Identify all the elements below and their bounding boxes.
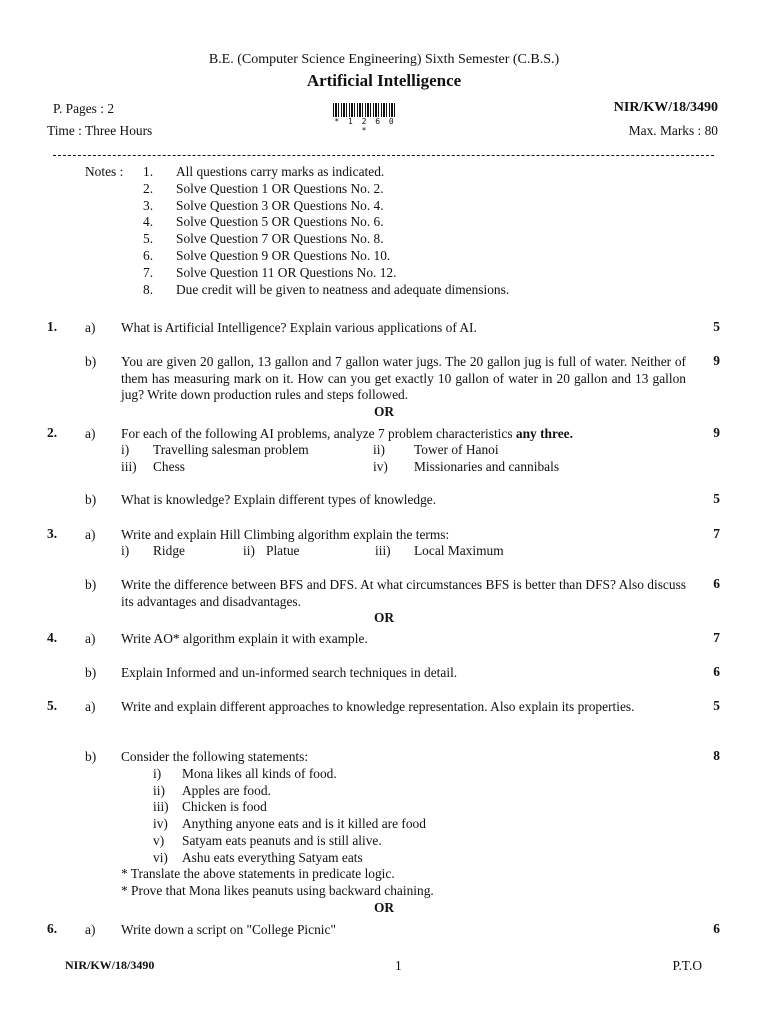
notes-label: Notes : <box>85 164 124 179</box>
question-4b-text: Explain Informed and un-informed search techniques in detail. <box>121 665 458 680</box>
part-label: a) <box>85 699 96 714</box>
note-number: 5. <box>143 231 154 247</box>
question-3b-text: Write the difference between BFS and DFS. At what circumstances BFS is better than DFS? Also discuss its advantages and disadvantages. <box>121 577 686 609</box>
statement-text: Ashu eats everything Satyam eats <box>182 849 363 865</box>
term-text: Platue <box>266 543 300 558</box>
term-text: Local Maximum <box>414 543 504 558</box>
barcode-number: * 1 2 6 0 * <box>334 117 396 135</box>
max-marks: Max. Marks : 80 <box>628 123 718 138</box>
note-text: Solve Question 5 OR Questions No. 6. <box>176 214 384 230</box>
footer-code: NIR/KW/18/3490 <box>65 958 155 972</box>
page-count: P. Pages : 2 <box>53 101 115 116</box>
or-separator: OR <box>373 610 395 625</box>
course-title: B.E. (Computer Science Engineering) Sixth Semester (C.B.S.) <box>208 52 560 67</box>
note-number: 7. <box>143 264 154 280</box>
note-text: Solve Question 11 OR Questions No. 12. <box>176 264 397 280</box>
question-4a-text: Write AO* algorithm explain it with example. <box>121 631 368 646</box>
question-3a-marks: 7 <box>713 526 720 541</box>
question-number-5: 5. <box>47 698 58 713</box>
note-text: Due credit will be given to neatness and adequate dimensions. <box>176 281 510 297</box>
question-3b-marks: 6 <box>713 576 720 591</box>
statement-text: Apples are food. <box>182 782 271 798</box>
statement-number: v) <box>153 832 165 848</box>
question-1b-marks: 9 <box>713 353 720 368</box>
pto-label: P.T.O <box>672 958 702 973</box>
task-text: * Prove that Mona likes peanuts using backward chaining. <box>121 883 434 898</box>
barcode-bars <box>333 103 397 117</box>
statement-text: Chicken is food <box>182 799 267 815</box>
statement-number: ii) <box>153 782 165 798</box>
term-label: iii) <box>375 543 391 558</box>
option-text: Missionaries and cannibals <box>414 459 560 474</box>
statement-number: iii) <box>153 799 169 815</box>
subject-title: Artificial Intelligence <box>306 71 462 90</box>
question-6a-marks: 6 <box>713 921 720 936</box>
question-4a-marks: 7 <box>713 630 720 645</box>
part-label: a) <box>85 527 96 542</box>
statement-number: vi) <box>153 849 168 865</box>
question-2a-text <box>121 426 686 443</box>
option-label: iv) <box>373 459 388 474</box>
option-text: Tower of Hanoi <box>414 442 499 457</box>
question-2b-marks: 5 <box>713 491 720 506</box>
question-4b-marks: 6 <box>713 664 720 679</box>
note-number: 3. <box>143 197 154 213</box>
question-2b-text: What is knowledge? Explain different types of knowledge. <box>121 492 437 507</box>
part-label: b) <box>85 665 97 680</box>
question-number-3: 3. <box>47 526 58 541</box>
question-2a-text-main: For each of the following AI problems, analyze 7 problem characteristics <box>121 426 516 441</box>
part-label: b) <box>85 749 97 764</box>
question-5b-text: Consider the following statements: <box>121 749 309 764</box>
page-number: 1 <box>395 958 402 973</box>
question-5b-marks: 8 <box>713 748 720 763</box>
part-label: b) <box>85 577 97 592</box>
option-text: Travelling salesman problem <box>153 442 309 457</box>
option-label: iii) <box>121 459 137 474</box>
note-number: 8. <box>143 281 154 297</box>
question-1b-text: You are given 20 gallon, 13 gallon and 7 gallon water jugs. The 20 gallon jug is full of water. Neither of them has measuring mark on it. How can you get exactly 10 gallon of water in 20 gallon and 13 gallon jug? Write down production rules and steps followed. <box>121 354 686 403</box>
statement-number: iv) <box>153 816 168 832</box>
question-1a-marks: 5 <box>713 319 720 334</box>
option-label: ii) <box>373 442 385 457</box>
question-3a-text: Write and explain Hill Climbing algorithm explain the terms: <box>121 527 450 542</box>
question-2a-text-emphasis: any three. <box>515 426 573 441</box>
note-text: Solve Question 1 OR Questions No. 2. <box>176 180 384 196</box>
term-text: Ridge <box>153 543 185 558</box>
or-separator: OR <box>373 900 395 915</box>
part-label: a) <box>85 922 96 937</box>
question-5a-marks: 5 <box>713 698 720 713</box>
question-2a-marks: 9 <box>713 425 720 440</box>
term-label: i) <box>121 543 130 558</box>
note-text: Solve Question 9 OR Questions No. 10. <box>176 248 391 263</box>
note-number: 6. <box>143 248 154 263</box>
term-label: ii) <box>243 543 255 558</box>
time-duration: Time : Three Hours <box>47 123 153 138</box>
note-text: Solve Question 7 OR Questions No. 8. <box>176 231 384 247</box>
question-number-6: 6. <box>47 921 58 936</box>
note-text: Solve Question 3 OR Questions No. 4. <box>176 197 384 213</box>
note-number: 4. <box>143 214 154 230</box>
part-label: b) <box>85 354 97 369</box>
question-1a-text: What is Artificial Intelligence? Explain various applications of AI. <box>121 320 477 335</box>
statement-text: Satyam eats peanuts and is still alive. <box>182 832 382 848</box>
part-label: a) <box>85 320 96 335</box>
part-label: b) <box>85 492 97 507</box>
question-number-4: 4. <box>47 630 58 645</box>
note-number: 2. <box>143 180 154 196</box>
option-text: Chess <box>153 459 185 474</box>
part-label: a) <box>85 631 96 646</box>
note-number: 1. <box>143 164 154 179</box>
statement-text: Anything anyone eats and is it killed are food <box>182 816 426 832</box>
statement-number: i) <box>153 766 162 781</box>
statement-text: Mona likes all kinds of food. <box>182 766 337 781</box>
question-number-1: 1. <box>47 319 58 334</box>
note-text: All questions carry marks as indicated. <box>176 164 385 179</box>
question-5a-text: Write and explain different approaches to knowledge representation. Also explain its properties. <box>121 699 635 714</box>
or-separator: OR <box>373 404 395 419</box>
option-label: i) <box>121 442 130 457</box>
part-label: a) <box>85 426 96 441</box>
task-text: * Translate the above statements in predicate logic. <box>121 866 395 881</box>
paper-code: NIR/KW/18/3490 <box>613 100 718 115</box>
question-6a-text: Write down a script on "College Picnic" <box>121 922 336 937</box>
question-number-2: 2. <box>47 425 58 440</box>
header-divider <box>53 155 714 156</box>
barcode <box>333 103 397 135</box>
